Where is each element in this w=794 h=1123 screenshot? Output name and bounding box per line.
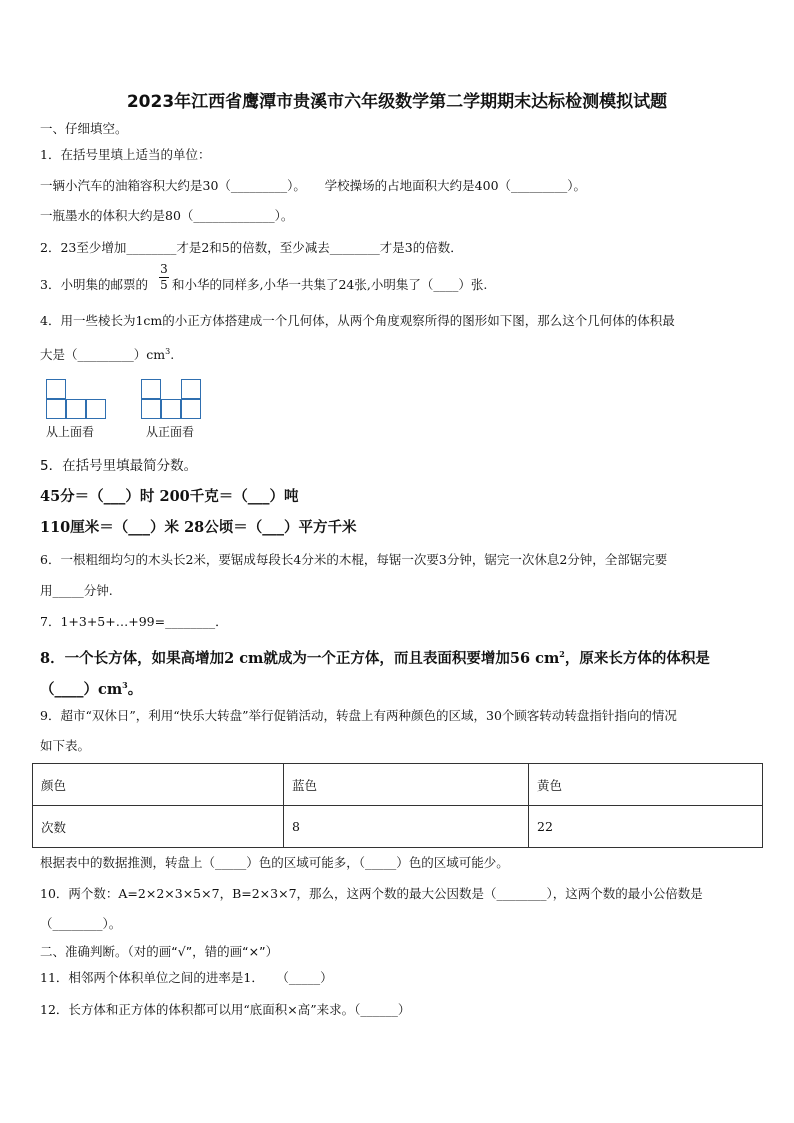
table-cell: 次数 — [33, 806, 284, 848]
question-9-after: 根据表中的数据推测，转盘上（_____）色的区域可能多，（_____）色的区域可能少。 — [40, 855, 509, 870]
question-10-line-1: 10．两个数：A=2×2×3×5×7，B=2×3×7，那么，这两个数的最大公因数是（________），这两个数的最小公倍数是 — [40, 886, 703, 901]
question-12: 12．长方体和正方体的体积都可以用“底面积×高”来求。（______） — [40, 1002, 411, 1017]
table-cell: 8 — [284, 806, 529, 848]
question-1-line-1: 一辆小汽车的油箱容积大约是30（_________）。 学校操场的占地面积大约是400（_________）。 — [40, 178, 587, 193]
question-11: 11．相邻两个体积单位之间的进率是1． （_____） — [40, 970, 333, 985]
table-cell: 蓝色 — [284, 764, 529, 806]
table-cell: 黄色 — [529, 764, 763, 806]
q4-line2-end: . — [170, 347, 175, 363]
question-9-line-2: 如下表。 — [40, 738, 91, 753]
top-view-label: 从上面看 — [46, 425, 95, 439]
question-1-stem: 1．在括号里填上适当的单位： — [40, 147, 211, 162]
fraction-denominator: 5 — [160, 278, 168, 292]
q8-line1-a: 8．一个长方体，如果高增加2 cm就成为一个正方体，而且表面积要增加56 cm — [40, 649, 560, 667]
table-cell: 颜色 — [33, 764, 284, 806]
q8-line1-superscript: 2 — [559, 649, 565, 659]
front-view-cell — [181, 379, 201, 399]
question-8-line-2 — [40, 676, 142, 699]
question-7: 7．1+3+5+…+99=________． — [40, 614, 228, 629]
question-6-line-2: 用_____分钟. — [40, 583, 113, 598]
top-view-cell — [46, 379, 66, 399]
front-view-label: 从正面看 — [146, 425, 195, 439]
question-4-line-2 — [40, 343, 174, 364]
q8-line1-b: ，原来长方体的体积是 — [564, 649, 710, 667]
q4-line2-text: 大是（_________）cm — [40, 347, 166, 363]
front-view-cell — [181, 399, 201, 419]
question-10-line-2: （________）。 — [40, 916, 122, 931]
question-5-stem: 5．在括号里填最简分数。 — [40, 458, 198, 474]
q4-superscript: 3 — [165, 347, 171, 356]
front-view-cell — [141, 379, 161, 399]
top-view-cell — [86, 399, 106, 419]
section-heading-fill-blank: 一、仔细填空。 — [40, 121, 128, 136]
page-title: 2023年江西省鹰潭市贵溪市六年级数学第二学期期末达标检测模拟试题 — [126, 92, 668, 112]
question-1-line-2: 一瓶墨水的体积大约是80（_____________）。 — [40, 208, 294, 223]
table-row — [33, 806, 763, 848]
question-6-line-1: 6．一根粗细均匀的木头长2米，要锯成每段长4分米的木棍，每锯一次要3分钟，锯完一次休息2分钟，全部锯完要 — [40, 552, 668, 567]
q8-line2-superscript: 3 — [122, 680, 128, 690]
question-8-line-1 — [40, 645, 710, 668]
question-9-line-1: 9．超市“双休日”，利用“快乐大转盘”举行促销活动，转盘上有两种颜色的区域，30个顾客转动转盘指针指向的情况 — [40, 708, 677, 723]
question-5-line-1: 45分＝（___）时 200千克＝（___）吨 — [40, 488, 299, 505]
top-view-cell — [66, 399, 86, 419]
question-9-table — [32, 763, 763, 848]
table-cell: 22 — [529, 806, 763, 848]
question-2: 2．23至少增加________才是2和5的倍数，至少减去________才是3的倍数． — [40, 240, 463, 255]
fraction-numerator: 3 — [160, 262, 168, 276]
question-3-before: 3．小明集的邮票的 — [40, 277, 148, 292]
q8-line2-a: （____）cm — [40, 680, 123, 698]
question-3-fraction — [158, 262, 170, 293]
front-view-cell — [141, 399, 161, 419]
question-5-line-2: 110厘米＝（___）米 28公顷＝（___）平方千米 — [40, 519, 357, 536]
q8-line2-b: 。 — [127, 680, 143, 698]
front-view-cell — [161, 399, 181, 419]
top-view-cell — [46, 399, 66, 419]
question-4-line-1: 4．用一些棱长为1cm的小正方体搭建成一个几何体，从两个角度观察所得的图形如下图，那么这个几何体的体积最 — [40, 313, 675, 328]
question-3-after: 和小华的同样多,小华一共集了24张,小明集了（____）张. — [172, 277, 488, 292]
table-row — [33, 764, 763, 806]
section-heading-true-false: 二、准确判断。（对的画“√”，错的画“×”） — [40, 944, 279, 959]
